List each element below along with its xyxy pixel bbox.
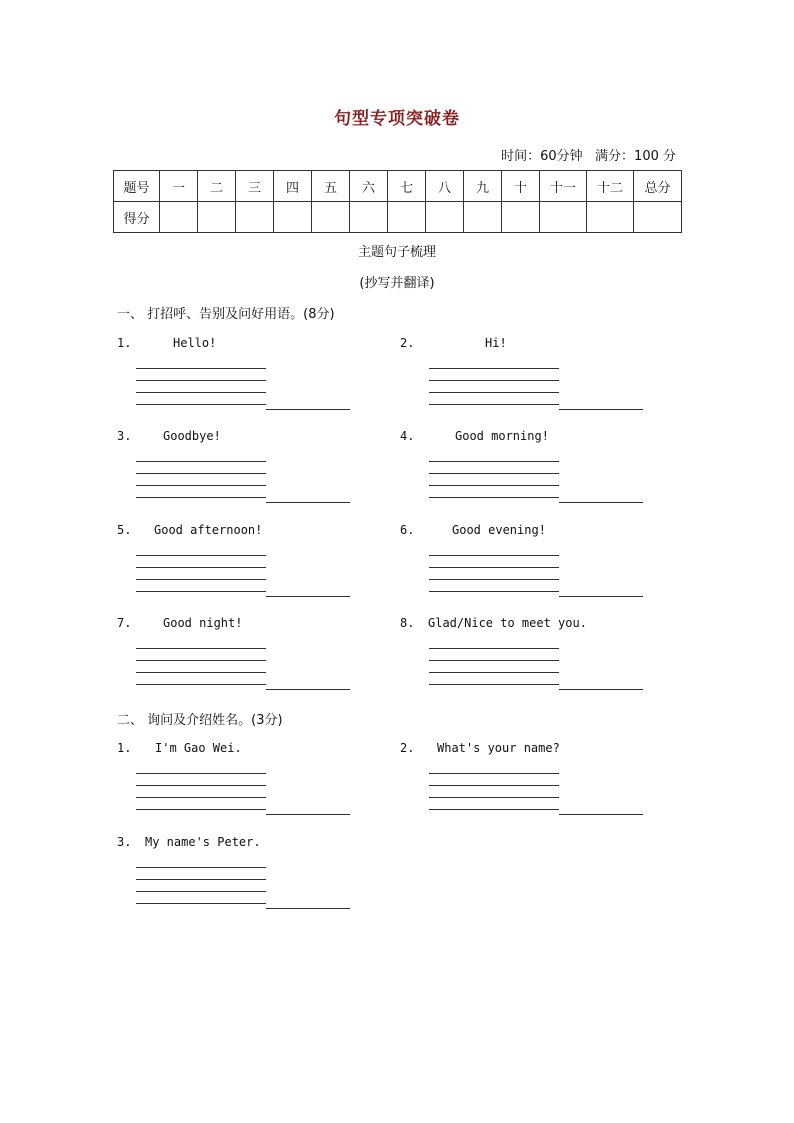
writing-line[interactable] [429, 473, 559, 474]
exam-meta [501, 145, 676, 164]
writing-line[interactable] [136, 785, 266, 786]
section-1-heading: 一、 打招呼、告别及问好用语。(8分) [117, 307, 335, 322]
item-number: 1. [117, 741, 132, 755]
writing-line[interactable] [136, 555, 266, 556]
table-header-cell: 五 [312, 171, 350, 202]
score-cell[interactable] [464, 202, 502, 233]
writing-line[interactable] [136, 473, 266, 474]
score-cell[interactable] [634, 202, 682, 233]
writing-line[interactable] [429, 684, 559, 685]
score-table-header-row [114, 171, 682, 202]
writing-line[interactable] [136, 497, 266, 498]
writing-line[interactable] [136, 461, 266, 462]
writing-line[interactable] [429, 809, 559, 810]
table-header-cell: 二 [198, 171, 236, 202]
item-number: 1. [117, 336, 132, 350]
item-sentence: I'm Gao Wei. [155, 741, 242, 755]
score-cell[interactable] [502, 202, 540, 233]
answer-line[interactable] [266, 409, 350, 410]
item-number: 3. [117, 429, 132, 443]
item-number: 8. [400, 616, 415, 630]
answer-line[interactable] [266, 689, 350, 690]
score-table-score-row [114, 202, 682, 233]
item-number: 2. [400, 741, 415, 755]
writing-line[interactable] [429, 404, 559, 405]
table-header-cell: 三 [236, 171, 274, 202]
table-row-label: 题号 [114, 171, 160, 202]
table-header-cell: 十一 [540, 171, 587, 202]
writing-line[interactable] [429, 785, 559, 786]
writing-line[interactable] [429, 648, 559, 649]
writing-line[interactable] [136, 648, 266, 649]
table-header-cell: 总分 [634, 171, 682, 202]
writing-line[interactable] [429, 461, 559, 462]
table-header-cell: 十 [502, 171, 540, 202]
answer-line[interactable] [559, 409, 643, 410]
score-cell[interactable] [540, 202, 587, 233]
table-header-cell: 一 [160, 171, 198, 202]
answer-line[interactable] [559, 689, 643, 690]
writing-line[interactable] [429, 797, 559, 798]
item-number: 7. [117, 616, 132, 630]
writing-line[interactable] [136, 591, 266, 592]
writing-line[interactable] [136, 579, 266, 580]
answer-line[interactable] [266, 814, 350, 815]
writing-line[interactable] [429, 555, 559, 556]
table-header-cell: 九 [464, 171, 502, 202]
writing-line[interactable] [136, 368, 266, 369]
item-sentence: Good afternoon! [154, 523, 263, 537]
writing-line[interactable] [136, 380, 266, 381]
table-header-cell: 八 [426, 171, 464, 202]
writing-line[interactable] [136, 903, 266, 904]
item-sentence: Goodbye! [163, 429, 221, 443]
writing-line[interactable] [429, 660, 559, 661]
item-sentence: Hi! [485, 336, 507, 350]
item-sentence: Good night! [163, 616, 243, 630]
writing-line[interactable] [136, 660, 266, 661]
writing-line[interactable] [136, 485, 266, 486]
item-sentence: My name's Peter. [145, 835, 261, 849]
score-cell[interactable] [274, 202, 312, 233]
score-cell[interactable] [350, 202, 388, 233]
subtitle: 主题句子梳理 [357, 245, 436, 260]
score-cell[interactable] [236, 202, 274, 233]
item-number: 6. [400, 523, 415, 537]
writing-line[interactable] [136, 404, 266, 405]
score-table [113, 170, 682, 233]
item-sentence: Good evening! [452, 523, 546, 537]
table-header-cell: 六 [350, 171, 388, 202]
score-cell[interactable] [388, 202, 426, 233]
item-sentence: Hello! [173, 336, 217, 350]
writing-line[interactable] [136, 797, 266, 798]
answer-line[interactable] [559, 502, 643, 503]
writing-line[interactable] [136, 773, 266, 774]
section-2-heading: 二、 询问及介绍姓名。(3分) [117, 713, 283, 728]
full-score: 满分：100 分 [595, 149, 676, 164]
writing-line[interactable] [136, 809, 266, 810]
writing-line[interactable] [136, 891, 266, 892]
writing-line[interactable] [429, 773, 559, 774]
item-number: 4. [400, 429, 415, 443]
table-row-label: 得分 [114, 202, 160, 233]
instruction: (抄写并翻译) [359, 276, 435, 291]
answer-line[interactable] [559, 814, 643, 815]
writing-line[interactable] [429, 392, 559, 393]
writing-line[interactable] [136, 392, 266, 393]
table-header-cell: 七 [388, 171, 426, 202]
item-sentence: Glad/Nice to meet you. [428, 616, 587, 630]
writing-line[interactable] [429, 485, 559, 486]
page-title: 句型专项突破卷 [334, 109, 460, 129]
item-sentence: What's your name? [437, 741, 560, 755]
score-cell[interactable] [426, 202, 464, 233]
writing-line[interactable] [429, 368, 559, 369]
item-number: 3. [117, 835, 132, 849]
score-cell[interactable] [312, 202, 350, 233]
table-header-cell: 四 [274, 171, 312, 202]
answer-line[interactable] [266, 596, 350, 597]
time-limit: 时间：60分钟 [501, 149, 583, 164]
item-number: 2. [400, 336, 415, 350]
writing-line[interactable] [136, 867, 266, 868]
writing-line[interactable] [136, 684, 266, 685]
answer-line[interactable] [266, 502, 350, 503]
writing-line[interactable] [136, 567, 266, 568]
score-cell[interactable] [160, 202, 198, 233]
score-cell[interactable] [198, 202, 236, 233]
answer-line[interactable] [266, 908, 350, 909]
writing-line[interactable] [429, 567, 559, 568]
writing-line[interactable] [429, 672, 559, 673]
score-cell[interactable] [587, 202, 634, 233]
writing-line[interactable] [429, 497, 559, 498]
item-number: 5. [117, 523, 132, 537]
answer-line[interactable] [559, 596, 643, 597]
writing-line[interactable] [429, 380, 559, 381]
writing-line[interactable] [429, 591, 559, 592]
item-sentence: Good morning! [455, 429, 549, 443]
writing-line[interactable] [136, 672, 266, 673]
writing-line[interactable] [429, 579, 559, 580]
table-header-cell: 十二 [587, 171, 634, 202]
writing-line[interactable] [136, 879, 266, 880]
